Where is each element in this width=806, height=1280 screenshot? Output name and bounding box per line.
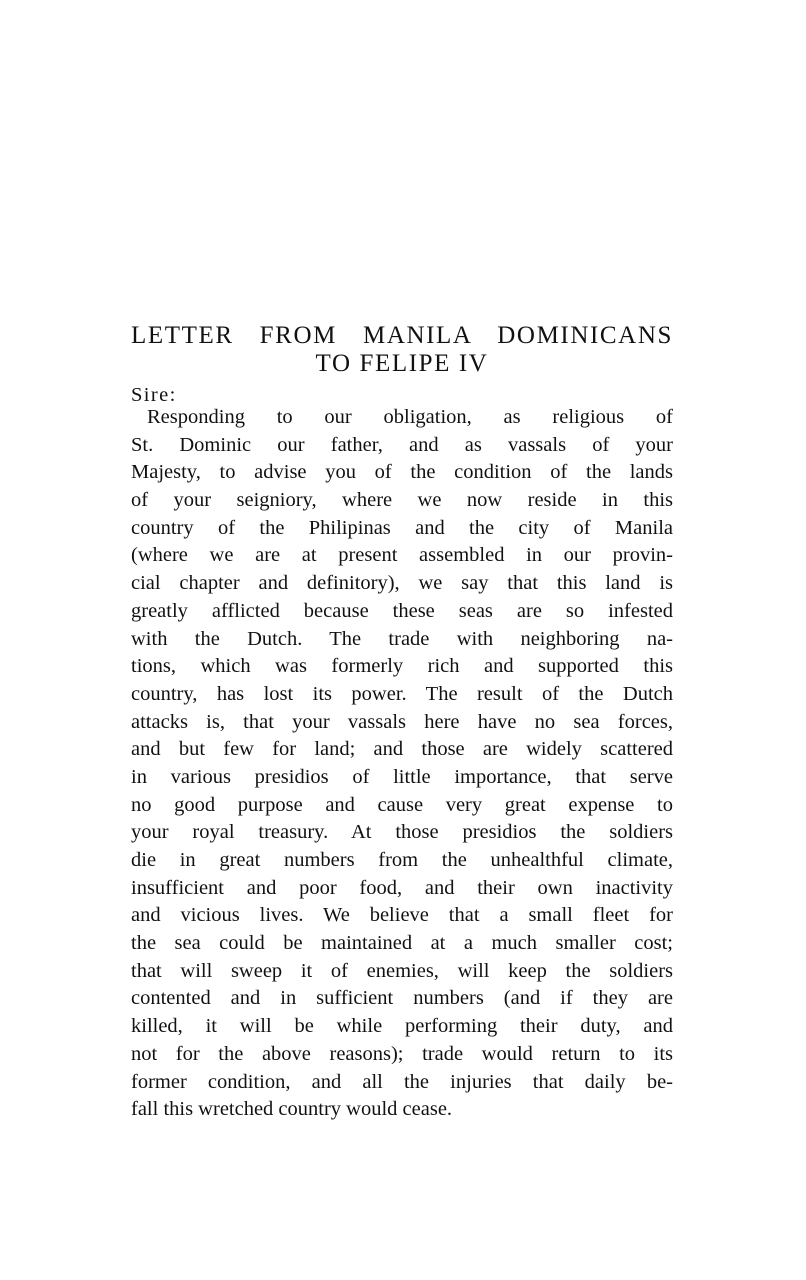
body-line: no good purpose and cause very great expense to: [131, 793, 673, 816]
body-line: killed, it will be while performing their duty, and: [131, 1015, 673, 1038]
body-line: the sea could be maintained at a much smaller cost;: [131, 932, 673, 955]
body-line: St. Dominic our father, and as vassals of your: [131, 433, 673, 456]
body-line: contented and in sufficient numbers (and if they are: [131, 987, 673, 1010]
body-line: Majesty, to advise you of the condition of the lands: [131, 461, 673, 484]
body-line: that will sweep it of enemies, will keep the soldiers: [131, 959, 673, 982]
body-line: in various presidios of little importance, that serve: [131, 765, 673, 788]
body-line: tions, which was formerly rich and supported this: [131, 655, 673, 678]
body-line: die in great numbers from the unhealthful climate,: [131, 849, 673, 871]
body-line: country of the Philipinas and the city of Manila: [131, 516, 673, 539]
body-line: former condition, and all the injuries that daily be-: [131, 1070, 673, 1093]
body-line: Responding to our obligation, as religious of: [147, 406, 673, 428]
body-line: with the Dutch. The trade with neighboring na-: [131, 627, 673, 650]
body-line: attacks is, that your vassals here have no sea forces,: [131, 710, 673, 733]
body-line: (where we are at present assembled in our provin-: [131, 544, 673, 567]
letter-body: [131, 404, 673, 1124]
body-line: of your seigniory, where we now reside in this: [131, 489, 673, 512]
body-line: fall this wretched country would cease.: [131, 1098, 453, 1121]
letter-title-line-1: LETTER FROM MANILA DOMINICANS: [131, 322, 673, 349]
body-line: insufficient and poor food, and their own inactivity: [131, 876, 673, 899]
body-line: not for the above reasons); trade would return to its: [131, 1042, 673, 1065]
body-line: your royal treasury. At those presidios the soldiers: [131, 821, 673, 844]
body-line: cial chapter and definitory), we say that this land is: [131, 572, 673, 595]
body-line: and but few for land; and those are widely scattered: [131, 738, 673, 761]
body-line: greatly afflicted because these seas are so infested: [131, 599, 673, 622]
body-line: and vicious lives. We believe that a small fleet for: [131, 904, 673, 927]
salutation: Sire:: [131, 384, 177, 406]
letter-title-line-2: TO FELIPE IV: [315, 350, 489, 377]
body-line: country, has lost its power. The result of the Dutch: [131, 682, 673, 705]
